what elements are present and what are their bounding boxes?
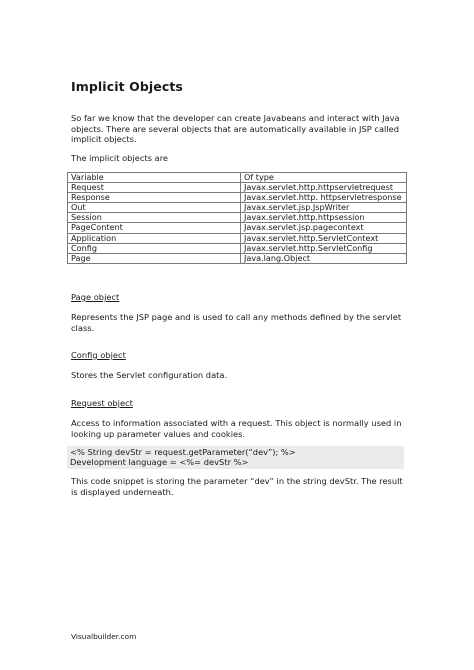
- code-snippet: [67, 446, 404, 469]
- table-row: [68, 253, 407, 263]
- table-cell-variable: Page: [68, 253, 241, 263]
- table-cell-variable: Response: [68, 193, 241, 203]
- table-cell-type: Javax.servlet.http. httpservletresponse: [241, 193, 407, 203]
- table-cell-type: Javax.servlet.http.httpsession: [241, 213, 407, 223]
- page-footer: Visualbuilder.com: [71, 632, 137, 641]
- table-lead-text: The implicit objects are: [71, 153, 169, 163]
- table-row: [68, 233, 407, 243]
- table-row: [68, 203, 407, 213]
- request-object-heading: Request object: [71, 398, 133, 408]
- table-cell-type: Javax.servlet.http.ServletContext: [241, 233, 407, 243]
- table-row: [68, 213, 407, 223]
- intro-paragraph: So far we know that the developer can create Javabeans and interact with Java objects. There are several objects that are automatically available in JSP called implicit objects.: [71, 113, 400, 145]
- config-object-heading: Config object: [71, 350, 126, 360]
- table-row: [68, 183, 407, 193]
- table-row: [68, 243, 407, 253]
- table-row: [68, 193, 407, 203]
- table-cell-variable: PageContent: [68, 223, 241, 233]
- table-cell-type: Javax.servlet.http.httpservletrequest: [241, 183, 407, 193]
- table-header-row: [68, 173, 407, 183]
- column-header-variable: Variable: [68, 173, 241, 183]
- page-object-heading: Page object: [71, 292, 120, 302]
- table-row: [68, 223, 407, 233]
- table-cell-variable: Application: [68, 233, 241, 243]
- page-title: Implicit Objects: [71, 79, 183, 94]
- table-cell-variable: Out: [68, 203, 241, 213]
- table-cell-type: Java.lang.Object: [241, 253, 407, 263]
- code-explanation: This code snippet is storing the parameter “dev” in the string devStr. The result is displayed underneath.: [71, 476, 403, 497]
- request-object-description: Access to information associated with a request. This object is normally used in looking up parameter values and cookies.: [71, 418, 402, 439]
- code-line: <% String devStr = request.getParameter(“dev”); %>: [70, 447, 296, 457]
- page-object-description: Represents the JSP page and is used to call any methods defined by the servlet class.: [71, 312, 402, 333]
- table-cell-type: Javax.servlet.jsp.JspWriter: [241, 203, 407, 213]
- table-cell-variable: Session: [68, 213, 241, 223]
- code-line: Development language = <%= devStr %>: [70, 457, 249, 468]
- implicit-objects-table: [67, 172, 407, 264]
- column-header-type: Of type: [241, 173, 407, 183]
- table-cell-type: Javax.servlet.jsp.pagecontext: [241, 223, 407, 233]
- table-cell-variable: Request: [68, 183, 241, 193]
- table-cell-type: Javax.servlet.http.ServletConfig: [241, 243, 407, 253]
- table-cell-variable: Config: [68, 243, 241, 253]
- config-object-description: Stores the Servlet configuration data.: [71, 370, 228, 380]
